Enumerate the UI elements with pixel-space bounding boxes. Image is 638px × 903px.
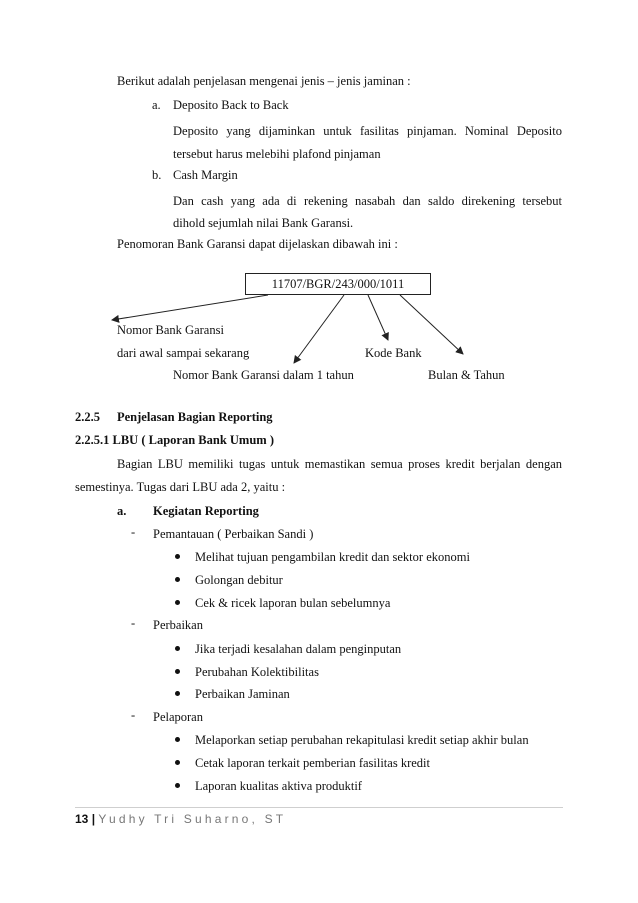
paragraph-line1: Bagian LBU memiliki tugas untuk memastikan semua proses kredit berjalan dengan xyxy=(117,457,562,471)
list-title-cash-margin: Cash Margin xyxy=(173,168,238,182)
arrow-to-nomor xyxy=(112,295,268,320)
group-dash-pelaporan: - xyxy=(131,708,136,722)
arrow-to-tahun xyxy=(294,295,344,363)
list-desc-cash-line1: Dan cash yang ada di rekening nasabah dan saldo direkening tersebut xyxy=(173,194,562,208)
label-bulan-tahun: Bulan & Tahun xyxy=(428,368,505,382)
list-marker-b: b. xyxy=(152,168,162,182)
kegiatan-title: Kegiatan Reporting xyxy=(153,504,259,518)
bullet-icon xyxy=(175,760,180,765)
label-awal-sekarang: dari awal sampai sekarang xyxy=(117,346,250,360)
list-item: Laporan kualitas aktiva produktif xyxy=(195,779,362,793)
page-number: 13 xyxy=(75,812,89,826)
list-marker-a: a. xyxy=(152,98,161,112)
group-title-pemantauan: Pemantauan ( Perbaikan Sandi ) xyxy=(153,527,314,541)
bullet-icon xyxy=(175,691,180,696)
list-item: Cek & ricek laporan bulan sebelumnya xyxy=(195,596,391,610)
bullet-icon xyxy=(175,737,180,742)
paragraph-line2: semestinya. Tugas dari LBU ada 2, yaitu : xyxy=(75,480,286,494)
list-title-deposito: Deposito Back to Back xyxy=(173,98,289,112)
bullet-icon xyxy=(175,783,180,788)
kegiatan-marker: a. xyxy=(117,504,127,518)
list-desc-deposito-line1: Deposito yang dijaminkan untuk fasilitas pinjaman. Nominal Deposito xyxy=(173,124,562,138)
list-item: Melaporkan setiap perubahan rekapitulasi kredit setiap akhir bulan xyxy=(195,733,529,747)
list-item: Cetak laporan terkait pemberian fasilitas kredit xyxy=(195,756,430,770)
subsection-title: 2.2.5.1 LBU ( Laporan Bank Umum ) xyxy=(75,433,274,447)
bullet-icon xyxy=(175,554,180,559)
group-dash-pemantauan: - xyxy=(131,525,136,539)
bullet-icon xyxy=(175,577,180,582)
page-footer xyxy=(75,812,286,826)
label-kode-bank: Kode Bank xyxy=(365,346,422,360)
section-title: Penjelasan Bagian Reporting xyxy=(117,410,273,424)
group-title-pelaporan: Pelaporan xyxy=(153,710,203,724)
list-item: Jika terjadi kesalahan dalam penginputan xyxy=(195,642,402,656)
bullet-icon xyxy=(175,646,180,651)
list-desc-cash-line2: dihold sejumlah nilai Bank Garansi. xyxy=(173,216,354,230)
code-box: 11707/BGR/243/000/1011 xyxy=(245,273,431,295)
label-nomor-dalam-tahun: Nomor Bank Garansi dalam 1 tahun xyxy=(173,368,354,382)
section-number: 2.2.5 xyxy=(75,410,100,424)
list-item: Perbaikan Jaminan xyxy=(195,687,290,701)
footer-author: Yudhy Tri Suharno, ST xyxy=(98,812,287,826)
list-item: Golongan debitur xyxy=(195,573,283,587)
list-item: Melihat tujuan pengambilan kredit dan sektor ekonomi xyxy=(195,550,470,564)
footer-separator: | xyxy=(91,812,96,826)
bullet-icon xyxy=(175,669,180,674)
group-title-perbaikan: Perbaikan xyxy=(153,618,203,632)
bullet-icon xyxy=(175,600,180,605)
intro-text: Berikut adalah penjelasan mengenai jenis – jenis jaminan : xyxy=(117,74,411,88)
label-nomor-bank-garansi: Nomor Bank Garansi xyxy=(117,323,224,337)
footer-divider xyxy=(75,807,563,808)
list-desc-deposito-line2: tersebut harus melebihi plafond pinjaman xyxy=(173,147,381,161)
arrow-to-kode xyxy=(368,295,388,340)
group-dash-perbaikan: - xyxy=(131,616,136,630)
list-item: Perubahan Kolektibilitas xyxy=(195,665,319,679)
numbering-intro: Penomoran Bank Garansi dapat dijelaskan dibawah ini : xyxy=(117,237,398,251)
